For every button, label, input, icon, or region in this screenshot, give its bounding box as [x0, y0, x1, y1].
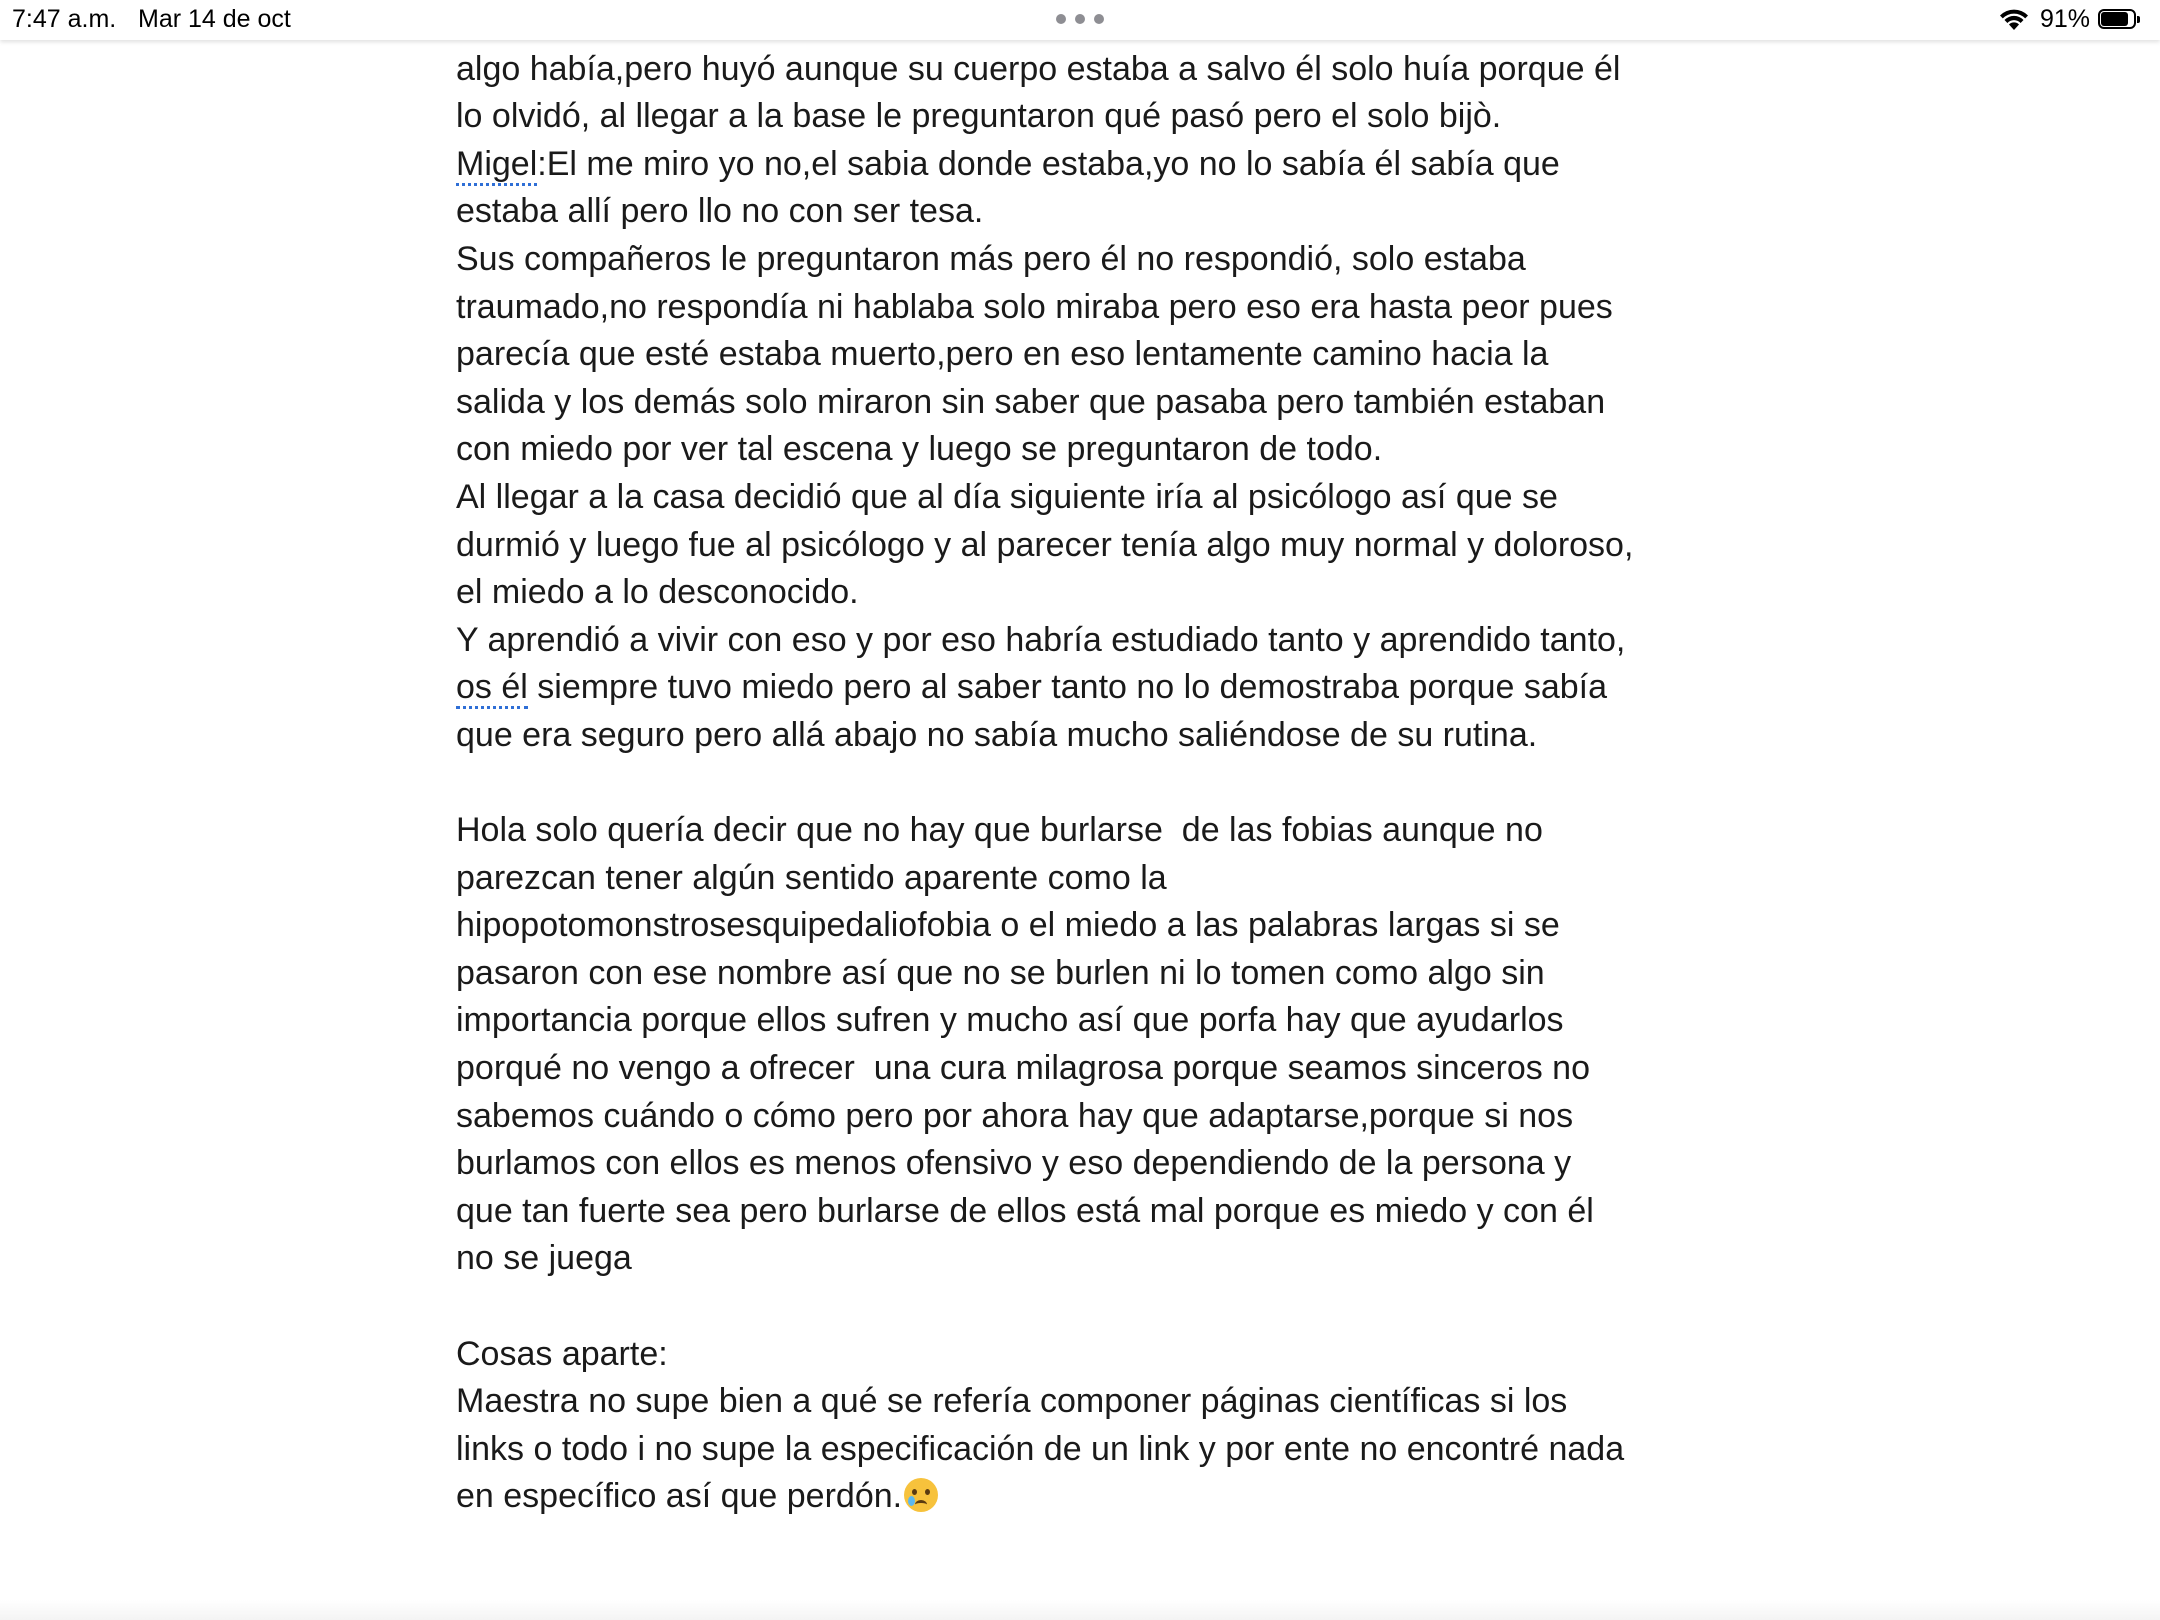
blank-line	[456, 760, 1736, 808]
text-line: parecía que esté estaba muerto,pero en eso lentamente camino hacia la	[456, 335, 1549, 374]
text-line: pasaron con ese nombre así que no se burlen ni lo tomen como algo sin	[456, 953, 1545, 992]
text-line: estaba allí pero llo no con ser tesa.	[456, 192, 984, 231]
text-line: Maestra no supe bien a qué se refería componer páginas científicas si los	[456, 1382, 1568, 1421]
text-line: que era seguro pero allá abajo no sabía mucho saliéndose de su rutina.	[456, 715, 1538, 754]
text-line	[456, 1473, 1736, 1521]
spelling-flagged-word[interactable]: os él	[456, 668, 528, 709]
battery-percent: 91%	[2040, 5, 2091, 33]
text-line: traumado,no respondía ni hablaba solo miraba pero eso era hasta peor pues	[456, 287, 1613, 326]
blank-line	[456, 1283, 1736, 1331]
text-line: Y aprendió a vivir con eso y por eso habría estudiado tanto y aprendido tanto,	[456, 620, 1626, 659]
text-line: con miedo por ver tal escena y luego se preguntaron de todo.	[456, 430, 1383, 469]
text-line: burlamos con ellos es menos ofensivo y eso dependiendo de la persona y	[456, 1144, 1572, 1183]
multitasking-dots-icon[interactable]	[1056, 14, 1104, 26]
text-line: salida y los demás solo miraron sin saber que pasaba pero también estaban	[456, 382, 1606, 421]
text-line: porqué no vengo a ofrecer una cura milagrosa porque seamos sinceros no	[456, 1049, 1591, 1088]
text-line: importancia porque ellos sufren y mucho así que porfa hay que ayudarlos	[456, 1001, 1564, 1040]
text-line: links o todo i no supe la especificación de un link y por ente no encontré nada	[456, 1429, 1625, 1468]
wifi-icon	[1998, 6, 2030, 32]
sad-tear-face-icon	[904, 1478, 938, 1512]
text-line: hipopotomonstrosesquipedaliofobia o el miedo a las palabras largas si se	[456, 906, 1560, 945]
battery-icon	[2098, 9, 2142, 31]
status-time: 7:47 a.m.	[12, 5, 117, 33]
text-line: parezcan tener algún sentido aparente como la	[456, 858, 1167, 897]
spelling-flagged-word[interactable]: Migel	[456, 145, 537, 186]
text-line: Sus compañeros le preguntaron más pero él no respondió, solo estaba	[456, 239, 1526, 278]
text-line: durmió y luego fue al psicólogo y al parecer tenía algo muy normal y doloroso,	[456, 525, 1634, 564]
status-bar	[0, 0, 2160, 40]
page-bottom-edge	[0, 1600, 2160, 1620]
text-line-rest: :El me miro yo no,el sabia donde estaba,yo no lo sabía él sabía que	[537, 144, 1560, 183]
text-line: Al llegar a la casa decidió que al día siguiente iría al psicólogo así que se	[456, 477, 1558, 516]
text-line	[456, 141, 1736, 189]
text-line: algo había,pero huyó aunque su cuerpo estaba a salvo él solo huía porque él	[456, 49, 1621, 88]
status-date: Mar 14 de oct	[138, 5, 291, 33]
text-line-content: en específico así que perdón.	[456, 1477, 903, 1516]
text-line: Cosas aparte:	[456, 1334, 668, 1373]
text-line: que tan fuerte sea pero burlarse de ellos está mal porque es miedo y con él	[456, 1191, 1594, 1230]
text-line: lo olvidó, al llegar a la base le preguntaron qué pasó pero el solo bijò.	[456, 97, 1502, 136]
text-line	[456, 664, 1736, 712]
text-line-rest: siempre tuvo miedo pero al saber tanto no lo demostraba porque sabía	[527, 668, 1608, 707]
text-line: no se juega	[456, 1239, 632, 1278]
text-line: el miedo a lo desconocido.	[456, 573, 859, 612]
text-line: Hola solo quería decir que no hay que burlarse de las fobias aunque no	[456, 811, 1543, 850]
document-body[interactable]	[456, 0, 1736, 1521]
text-line: sabemos cuándo o cómo pero por ahora hay que adaptarse,porque si nos	[456, 1096, 1574, 1135]
